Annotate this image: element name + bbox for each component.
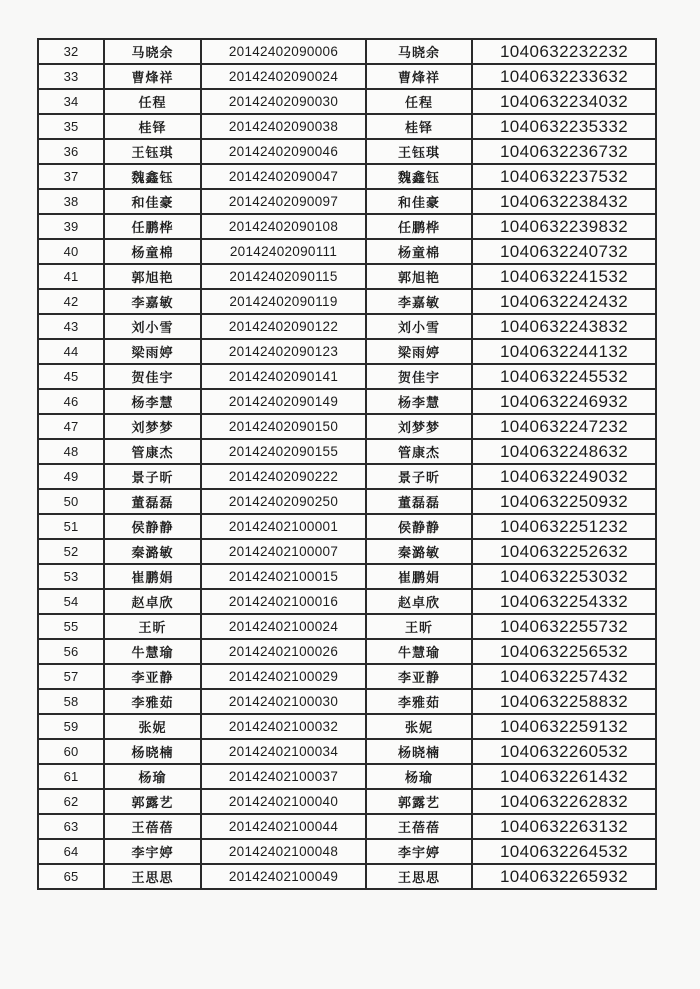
cell-registration-number: 20142402090123 bbox=[201, 339, 366, 364]
cell-registration-number: 20142402090149 bbox=[201, 389, 366, 414]
cell-name-repeat: 管康杰 bbox=[366, 439, 472, 464]
cell-registration-number: 20142402090047 bbox=[201, 164, 366, 189]
cell-registration-number: 20142402100034 bbox=[201, 739, 366, 764]
student-roster-table bbox=[37, 38, 657, 890]
cell-code-number: 1040632235332 bbox=[472, 114, 656, 139]
cell-registration-number: 20142402100024 bbox=[201, 614, 366, 639]
table-row bbox=[38, 39, 656, 64]
cell-name: 李嘉敏 bbox=[104, 289, 201, 314]
cell-code-number: 1040632238432 bbox=[472, 189, 656, 214]
cell-name-repeat: 刘梦梦 bbox=[366, 414, 472, 439]
cell-code-number: 1040632243832 bbox=[472, 314, 656, 339]
table-row bbox=[38, 139, 656, 164]
table-row bbox=[38, 414, 656, 439]
table-row bbox=[38, 814, 656, 839]
table-row bbox=[38, 364, 656, 389]
cell-code-number: 1040632265932 bbox=[472, 864, 656, 889]
cell-name: 管康杰 bbox=[104, 439, 201, 464]
cell-name-repeat: 杨李慧 bbox=[366, 389, 472, 414]
table-row bbox=[38, 689, 656, 714]
table-row bbox=[38, 239, 656, 264]
cell-name-repeat: 马晓余 bbox=[366, 39, 472, 64]
cell-serial-number: 53 bbox=[38, 564, 104, 589]
cell-serial-number: 55 bbox=[38, 614, 104, 639]
cell-name-repeat: 杨瑜 bbox=[366, 764, 472, 789]
table-row bbox=[38, 514, 656, 539]
cell-code-number: 1040632251232 bbox=[472, 514, 656, 539]
cell-serial-number: 38 bbox=[38, 189, 104, 214]
cell-name-repeat: 牛慧瑜 bbox=[366, 639, 472, 664]
cell-registration-number: 20142402090122 bbox=[201, 314, 366, 339]
cell-serial-number: 64 bbox=[38, 839, 104, 864]
cell-code-number: 1040632240732 bbox=[472, 239, 656, 264]
cell-serial-number: 58 bbox=[38, 689, 104, 714]
cell-serial-number: 60 bbox=[38, 739, 104, 764]
cell-registration-number: 20142402100040 bbox=[201, 789, 366, 814]
cell-registration-number: 20142402100044 bbox=[201, 814, 366, 839]
cell-registration-number: 20142402090115 bbox=[201, 264, 366, 289]
cell-name: 王思思 bbox=[104, 864, 201, 889]
cell-serial-number: 39 bbox=[38, 214, 104, 239]
cell-serial-number: 45 bbox=[38, 364, 104, 389]
cell-code-number: 1040632256532 bbox=[472, 639, 656, 664]
table-row bbox=[38, 639, 656, 664]
cell-registration-number: 20142402100048 bbox=[201, 839, 366, 864]
cell-registration-number: 20142402090046 bbox=[201, 139, 366, 164]
cell-name: 杨晓楠 bbox=[104, 739, 201, 764]
cell-name: 郭旭艳 bbox=[104, 264, 201, 289]
cell-serial-number: 33 bbox=[38, 64, 104, 89]
cell-code-number: 1040632264532 bbox=[472, 839, 656, 864]
cell-name-repeat: 王钰琪 bbox=[366, 139, 472, 164]
cell-code-number: 1040632250932 bbox=[472, 489, 656, 514]
cell-name-repeat: 魏鑫钰 bbox=[366, 164, 472, 189]
cell-registration-number: 20142402100049 bbox=[201, 864, 366, 889]
table-row bbox=[38, 764, 656, 789]
cell-registration-number: 20142402100030 bbox=[201, 689, 366, 714]
cell-serial-number: 34 bbox=[38, 89, 104, 114]
cell-registration-number: 20142402090155 bbox=[201, 439, 366, 464]
cell-serial-number: 36 bbox=[38, 139, 104, 164]
cell-name: 桂铎 bbox=[104, 114, 201, 139]
cell-code-number: 1040632239832 bbox=[472, 214, 656, 239]
cell-code-number: 1040632258832 bbox=[472, 689, 656, 714]
cell-name: 梁雨婷 bbox=[104, 339, 201, 364]
cell-name-repeat: 李亚静 bbox=[366, 664, 472, 689]
cell-serial-number: 44 bbox=[38, 339, 104, 364]
cell-name: 杨瑜 bbox=[104, 764, 201, 789]
cell-code-number: 1040632241532 bbox=[472, 264, 656, 289]
cell-serial-number: 40 bbox=[38, 239, 104, 264]
cell-name: 任鹏桦 bbox=[104, 214, 201, 239]
cell-serial-number: 51 bbox=[38, 514, 104, 539]
cell-code-number: 1040632236732 bbox=[472, 139, 656, 164]
cell-registration-number: 20142402090038 bbox=[201, 114, 366, 139]
table-row bbox=[38, 64, 656, 89]
cell-registration-number: 20142402100037 bbox=[201, 764, 366, 789]
table-row bbox=[38, 614, 656, 639]
cell-name: 杨童棉 bbox=[104, 239, 201, 264]
cell-name-repeat: 郭旭艳 bbox=[366, 264, 472, 289]
cell-name-repeat: 赵卓欣 bbox=[366, 589, 472, 614]
table-row bbox=[38, 739, 656, 764]
cell-serial-number: 41 bbox=[38, 264, 104, 289]
cell-name: 景子昕 bbox=[104, 464, 201, 489]
cell-serial-number: 56 bbox=[38, 639, 104, 664]
cell-serial-number: 54 bbox=[38, 589, 104, 614]
cell-serial-number: 35 bbox=[38, 114, 104, 139]
cell-serial-number: 46 bbox=[38, 389, 104, 414]
cell-registration-number: 20142402100007 bbox=[201, 539, 366, 564]
cell-registration-number: 20142402090006 bbox=[201, 39, 366, 64]
cell-serial-number: 47 bbox=[38, 414, 104, 439]
cell-name-repeat: 崔鹏娟 bbox=[366, 564, 472, 589]
table-row bbox=[38, 864, 656, 889]
table-row bbox=[38, 89, 656, 114]
cell-code-number: 1040632248632 bbox=[472, 439, 656, 464]
cell-name-repeat: 贺佳宇 bbox=[366, 364, 472, 389]
table-row bbox=[38, 439, 656, 464]
cell-serial-number: 62 bbox=[38, 789, 104, 814]
cell-name: 王钰琪 bbox=[104, 139, 201, 164]
cell-serial-number: 50 bbox=[38, 489, 104, 514]
table-row bbox=[38, 464, 656, 489]
cell-name: 李宇婷 bbox=[104, 839, 201, 864]
cell-registration-number: 20142402100029 bbox=[201, 664, 366, 689]
cell-code-number: 1040632257432 bbox=[472, 664, 656, 689]
cell-serial-number: 37 bbox=[38, 164, 104, 189]
cell-code-number: 1040632259132 bbox=[472, 714, 656, 739]
cell-name-repeat: 刘小雪 bbox=[366, 314, 472, 339]
cell-name-repeat: 李嘉敏 bbox=[366, 289, 472, 314]
cell-name-repeat: 张妮 bbox=[366, 714, 472, 739]
cell-name: 秦潞敏 bbox=[104, 539, 201, 564]
cell-code-number: 1040632249032 bbox=[472, 464, 656, 489]
cell-name: 魏鑫钰 bbox=[104, 164, 201, 189]
cell-name: 李亚静 bbox=[104, 664, 201, 689]
cell-name: 任程 bbox=[104, 89, 201, 114]
cell-name-repeat: 和佳豪 bbox=[366, 189, 472, 214]
cell-registration-number: 20142402090222 bbox=[201, 464, 366, 489]
cell-registration-number: 20142402090108 bbox=[201, 214, 366, 239]
table-row bbox=[38, 539, 656, 564]
cell-code-number: 1040632232232 bbox=[472, 39, 656, 64]
cell-registration-number: 20142402090119 bbox=[201, 289, 366, 314]
cell-name: 和佳豪 bbox=[104, 189, 201, 214]
table-row bbox=[38, 589, 656, 614]
cell-serial-number: 57 bbox=[38, 664, 104, 689]
cell-code-number: 1040632253032 bbox=[472, 564, 656, 589]
cell-name: 牛慧瑜 bbox=[104, 639, 201, 664]
cell-name-repeat: 秦潞敏 bbox=[366, 539, 472, 564]
cell-name-repeat: 李宇婷 bbox=[366, 839, 472, 864]
cell-name: 李雅茹 bbox=[104, 689, 201, 714]
cell-registration-number: 20142402090250 bbox=[201, 489, 366, 514]
cell-name-repeat: 郭露艺 bbox=[366, 789, 472, 814]
table-row bbox=[38, 714, 656, 739]
cell-code-number: 1040632237532 bbox=[472, 164, 656, 189]
cell-code-number: 1040632244132 bbox=[472, 339, 656, 364]
cell-registration-number: 20142402090111 bbox=[201, 239, 366, 264]
cell-serial-number: 65 bbox=[38, 864, 104, 889]
cell-name-repeat: 王昕 bbox=[366, 614, 472, 639]
cell-serial-number: 59 bbox=[38, 714, 104, 739]
table-row bbox=[38, 664, 656, 689]
cell-serial-number: 52 bbox=[38, 539, 104, 564]
cell-name: 崔鹏娟 bbox=[104, 564, 201, 589]
cell-code-number: 1040632252632 bbox=[472, 539, 656, 564]
cell-name: 王昕 bbox=[104, 614, 201, 639]
cell-name-repeat: 杨晓楠 bbox=[366, 739, 472, 764]
cell-code-number: 1040632234032 bbox=[472, 89, 656, 114]
cell-name: 侯静静 bbox=[104, 514, 201, 539]
cell-registration-number: 20142402100015 bbox=[201, 564, 366, 589]
cell-code-number: 1040632245532 bbox=[472, 364, 656, 389]
table-body bbox=[38, 39, 656, 889]
cell-code-number: 1040632254332 bbox=[472, 589, 656, 614]
cell-name: 王蓓蓓 bbox=[104, 814, 201, 839]
table-row bbox=[38, 114, 656, 139]
cell-name-repeat: 景子昕 bbox=[366, 464, 472, 489]
table-row bbox=[38, 264, 656, 289]
cell-registration-number: 20142402100032 bbox=[201, 714, 366, 739]
cell-code-number: 1040632247232 bbox=[472, 414, 656, 439]
cell-name: 马晓余 bbox=[104, 39, 201, 64]
cell-serial-number: 63 bbox=[38, 814, 104, 839]
cell-name-repeat: 杨童棉 bbox=[366, 239, 472, 264]
cell-name-repeat: 任程 bbox=[366, 89, 472, 114]
cell-serial-number: 32 bbox=[38, 39, 104, 64]
cell-registration-number: 20142402090024 bbox=[201, 64, 366, 89]
cell-code-number: 1040632261432 bbox=[472, 764, 656, 789]
table-row bbox=[38, 339, 656, 364]
cell-name: 杨李慧 bbox=[104, 389, 201, 414]
table-row bbox=[38, 164, 656, 189]
cell-name-repeat: 侯静静 bbox=[366, 514, 472, 539]
cell-serial-number: 42 bbox=[38, 289, 104, 314]
cell-name-repeat: 王蓓蓓 bbox=[366, 814, 472, 839]
cell-code-number: 1040632263132 bbox=[472, 814, 656, 839]
cell-name: 董磊磊 bbox=[104, 489, 201, 514]
table-row bbox=[38, 389, 656, 414]
cell-code-number: 1040632262832 bbox=[472, 789, 656, 814]
cell-name: 刘梦梦 bbox=[104, 414, 201, 439]
cell-registration-number: 20142402090097 bbox=[201, 189, 366, 214]
cell-name-repeat: 桂铎 bbox=[366, 114, 472, 139]
table-row bbox=[38, 489, 656, 514]
cell-name-repeat: 李雅茹 bbox=[366, 689, 472, 714]
cell-code-number: 1040632255732 bbox=[472, 614, 656, 639]
cell-name-repeat: 任鹏桦 bbox=[366, 214, 472, 239]
cell-name: 曹烽祥 bbox=[104, 64, 201, 89]
cell-registration-number: 20142402100026 bbox=[201, 639, 366, 664]
table-row bbox=[38, 314, 656, 339]
table-row bbox=[38, 839, 656, 864]
cell-registration-number: 20142402090030 bbox=[201, 89, 366, 114]
cell-serial-number: 61 bbox=[38, 764, 104, 789]
cell-name-repeat: 王思思 bbox=[366, 864, 472, 889]
table-row bbox=[38, 214, 656, 239]
cell-name: 刘小雪 bbox=[104, 314, 201, 339]
cell-code-number: 1040632233632 bbox=[472, 64, 656, 89]
cell-name-repeat: 梁雨婷 bbox=[366, 339, 472, 364]
cell-serial-number: 43 bbox=[38, 314, 104, 339]
cell-code-number: 1040632246932 bbox=[472, 389, 656, 414]
cell-name: 张妮 bbox=[104, 714, 201, 739]
cell-name: 赵卓欣 bbox=[104, 589, 201, 614]
cell-name: 郭露艺 bbox=[104, 789, 201, 814]
cell-serial-number: 48 bbox=[38, 439, 104, 464]
table-row bbox=[38, 189, 656, 214]
cell-registration-number: 20142402100001 bbox=[201, 514, 366, 539]
cell-code-number: 1040632242432 bbox=[472, 289, 656, 314]
table-row bbox=[38, 789, 656, 814]
cell-registration-number: 20142402090150 bbox=[201, 414, 366, 439]
table-row bbox=[38, 289, 656, 314]
cell-registration-number: 20142402090141 bbox=[201, 364, 366, 389]
cell-code-number: 1040632260532 bbox=[472, 739, 656, 764]
cell-name: 贺佳宇 bbox=[104, 364, 201, 389]
cell-name-repeat: 董磊磊 bbox=[366, 489, 472, 514]
cell-name-repeat: 曹烽祥 bbox=[366, 64, 472, 89]
table-row bbox=[38, 564, 656, 589]
cell-registration-number: 20142402100016 bbox=[201, 589, 366, 614]
cell-serial-number: 49 bbox=[38, 464, 104, 489]
